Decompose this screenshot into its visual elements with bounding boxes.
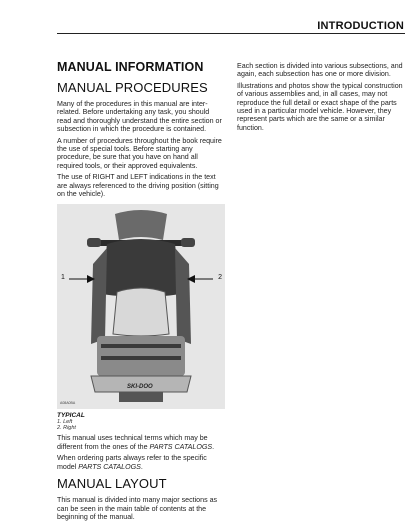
figure-code: A08A0BA [60, 401, 76, 406]
caption-title: TYPICAL [57, 412, 85, 420]
paragraph-5: When ordering parts always refer to the specific model PARTS CATALOGS. [57, 454, 207, 471]
paragraph-6: This manual is divided into many major sections as can be seen in the main table of contents at the beginning of the manual. [57, 496, 218, 521]
paragraph-1: Many of the procedures in this manual are inter-related. Before undertaking any task, you should read and thoroughly understand the entire section or subsection in which the procedure is contained. [57, 100, 222, 134]
left-column [57, 60, 225, 524]
procedures-heading: MANUAL PROCEDURES [57, 80, 208, 95]
right-column [237, 62, 405, 135]
caption-item-2: 2. Right [57, 425, 76, 432]
header-rule [57, 33, 405, 34]
paragraph-2: A number of procedures throughout the book require the use of special tools. Before starting any procedure, be sure that you have on hand all required tools, or their approved equivalents. [57, 136, 222, 170]
paragraph-3: The use of RIGHT and LEFT indications in the text are always referenced to the driving position (sitting on the vehicle). [57, 173, 219, 199]
snowmobile-figure [57, 204, 225, 409]
snowmobile-illustration [57, 204, 225, 409]
callout-2: 2 [218, 274, 222, 282]
caption-item-1: 1. Left [57, 419, 73, 426]
catalog-ref: PARTS CATALOGS [149, 442, 213, 451]
header-title: INTRODUCTION [317, 20, 404, 32]
brand-lettering: SKI-DOO [127, 384, 153, 391]
catalog-ref: PARTS CATALOGS [78, 462, 141, 471]
callout-1: 1 [61, 274, 65, 282]
layout-heading: MANUAL LAYOUT [57, 476, 167, 492]
figure-caption [57, 412, 225, 431]
right-paragraph-2: Illustrations and photos show the typical construction of various assemblies and, in all cases, may not reproduce the full detail or exact shape of the parts used in a particular model vehicle. However, they represent parts which are the same or a similar function. [237, 81, 403, 132]
paragraph-4: This manual uses technical terms which may be different from the ones of the PARTS CATALOGS. [57, 434, 215, 451]
section-heading: MANUAL INFORMATION [57, 60, 204, 74]
right-paragraph-1: Each section is divided into various subsections, and again, each subsection has one or more division. [237, 62, 403, 79]
